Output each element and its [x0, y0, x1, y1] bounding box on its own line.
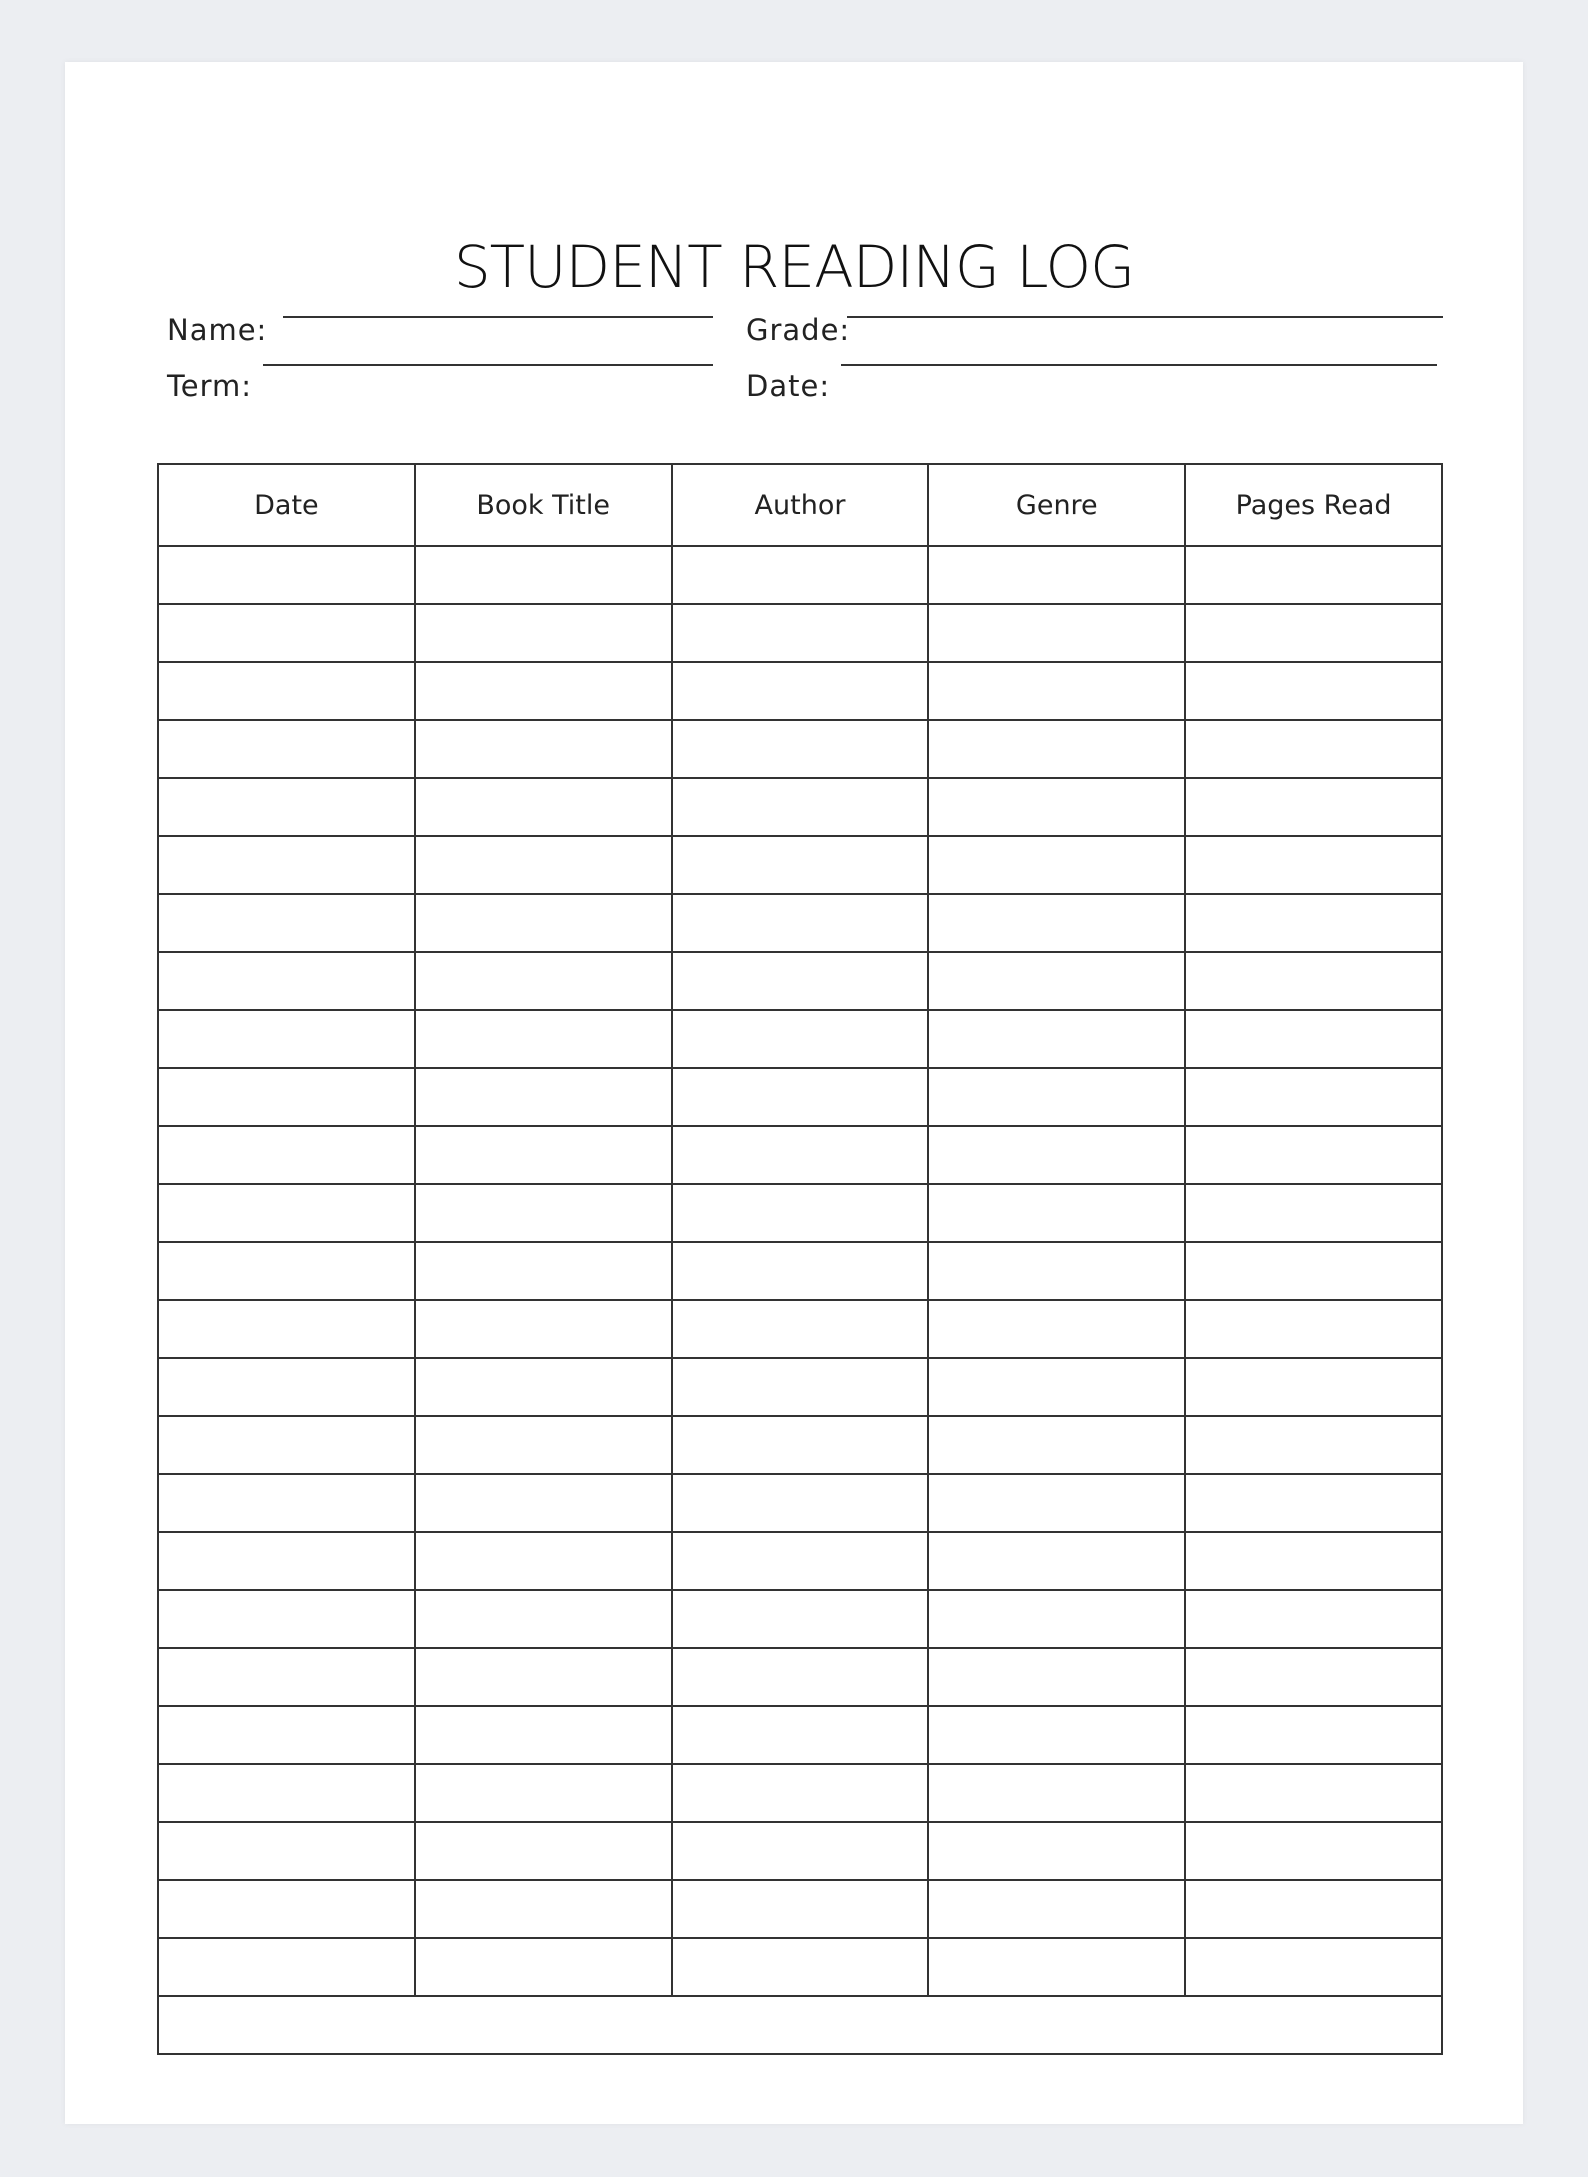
table-row — [158, 1590, 1442, 1648]
table-cell[interactable] — [415, 604, 672, 662]
table-cell[interactable] — [672, 836, 929, 894]
table-cell[interactable] — [1185, 1184, 1442, 1242]
table-cell[interactable] — [1185, 1764, 1442, 1822]
table-cell[interactable] — [672, 1068, 929, 1126]
table-cell[interactable] — [672, 604, 929, 662]
table-cell[interactable] — [158, 720, 415, 778]
table-cell[interactable] — [158, 952, 415, 1010]
table-cell[interactable] — [158, 1938, 415, 1996]
table-cell[interactable] — [1185, 1938, 1442, 1996]
page-title: STUDENT READING LOG — [453, 233, 1135, 301]
name-label: Name: — [167, 313, 268, 347]
table-cell[interactable] — [672, 1648, 929, 1706]
table-cell[interactable] — [1185, 1532, 1442, 1590]
table-cell[interactable] — [158, 1532, 415, 1590]
table-row — [158, 1068, 1442, 1126]
reading-log-table — [157, 463, 1443, 2055]
date-label: Date: — [746, 369, 831, 403]
table-cell[interactable] — [415, 1184, 672, 1242]
table-cell[interactable] — [672, 894, 929, 952]
table-cell[interactable] — [415, 1706, 672, 1764]
table-cell[interactable] — [672, 1706, 929, 1764]
table-cell[interactable] — [672, 662, 929, 720]
table-cell[interactable] — [158, 604, 415, 662]
term-label: Term: — [167, 369, 253, 403]
table-cell[interactable] — [1185, 1242, 1442, 1300]
worksheet-page — [65, 62, 1523, 2124]
table-cell[interactable] — [1185, 894, 1442, 952]
table-cell[interactable] — [672, 1764, 929, 1822]
table-row — [158, 546, 1442, 604]
table-cell[interactable] — [415, 546, 672, 604]
table-cell[interactable] — [158, 1764, 415, 1822]
table-cell[interactable] — [1185, 1358, 1442, 1416]
table-cell[interactable] — [158, 1706, 415, 1764]
table-cell[interactable] — [158, 1010, 415, 1068]
table-cell[interactable] — [1185, 836, 1442, 894]
table-cell[interactable] — [1185, 1300, 1442, 1358]
table-row — [158, 1416, 1442, 1474]
table-row — [158, 836, 1442, 894]
table-cell[interactable] — [415, 1416, 672, 1474]
table-cell[interactable] — [672, 1822, 929, 1880]
grade-input[interactable] — [847, 284, 1443, 318]
table-cell[interactable] — [1185, 1822, 1442, 1880]
table-cell[interactable] — [1185, 662, 1442, 720]
table-cell[interactable] — [158, 1242, 415, 1300]
table-cell[interactable] — [672, 1532, 929, 1590]
table-cell[interactable] — [158, 894, 415, 952]
table-cell[interactable] — [1185, 1010, 1442, 1068]
table-cell[interactable] — [672, 1010, 929, 1068]
table-cell[interactable] — [672, 1300, 929, 1358]
table-cell[interactable] — [928, 1938, 1185, 1996]
table-cell[interactable] — [928, 1532, 1185, 1590]
table-cell[interactable] — [672, 1126, 929, 1184]
table-cell[interactable] — [928, 604, 1185, 662]
column-header-book-title: Book Title — [415, 464, 672, 546]
table-cell[interactable] — [1185, 1126, 1442, 1184]
table-cell[interactable] — [1185, 1068, 1442, 1126]
table-row — [158, 952, 1442, 1010]
table-cell[interactable] — [672, 1184, 929, 1242]
table-cell[interactable] — [928, 1300, 1185, 1358]
table-cell[interactable] — [672, 720, 929, 778]
column-header-date: Date — [158, 464, 415, 546]
table-cell[interactable] — [415, 1532, 672, 1590]
table-row — [158, 1010, 1442, 1068]
table-cell[interactable] — [415, 1880, 672, 1938]
table-cell[interactable] — [1185, 720, 1442, 778]
table-cell[interactable] — [1185, 1706, 1442, 1764]
column-header-author: Author — [672, 464, 929, 546]
table-cell[interactable] — [672, 778, 929, 836]
table-cell[interactable] — [158, 1648, 415, 1706]
table-cell[interactable] — [1185, 1648, 1442, 1706]
table-cell[interactable] — [1185, 604, 1442, 662]
table-cell[interactable] — [928, 1474, 1185, 1532]
table-cell[interactable] — [672, 1590, 929, 1648]
table-cell[interactable] — [928, 1010, 1185, 1068]
table-row — [158, 662, 1442, 720]
table-cell[interactable] — [1185, 1416, 1442, 1474]
name-input[interactable] — [283, 284, 713, 318]
table-cell[interactable] — [415, 1938, 672, 1996]
table-cell[interactable] — [415, 1068, 672, 1126]
table-row — [158, 1300, 1442, 1358]
table-cell[interactable] — [158, 1068, 415, 1126]
table-cell[interactable] — [1185, 1590, 1442, 1648]
table-row — [158, 1358, 1442, 1416]
table-cell[interactable] — [158, 1126, 415, 1184]
table-cell[interactable] — [158, 1474, 415, 1532]
table-cell[interactable] — [928, 1706, 1185, 1764]
table-row — [158, 1474, 1442, 1532]
table-cell[interactable] — [415, 1648, 672, 1706]
table-cell[interactable] — [415, 1358, 672, 1416]
term-input[interactable] — [263, 332, 713, 366]
table-cell[interactable] — [672, 952, 929, 1010]
table-cell[interactable] — [158, 1184, 415, 1242]
table-cell[interactable] — [415, 894, 672, 952]
table-cell[interactable] — [928, 1880, 1185, 1938]
table-row — [158, 1938, 1442, 1996]
table-cell[interactable] — [1185, 546, 1442, 604]
table-cell[interactable] — [158, 1880, 415, 1938]
table-cell[interactable] — [672, 1416, 929, 1474]
table-cell[interactable] — [158, 1822, 415, 1880]
table-row — [158, 1706, 1442, 1764]
table-row — [158, 1532, 1442, 1590]
table-cell[interactable] — [158, 1300, 415, 1358]
table-row — [158, 1242, 1442, 1300]
table-cell[interactable] — [415, 720, 672, 778]
table-cell[interactable] — [415, 1126, 672, 1184]
table-cell[interactable] — [672, 1358, 929, 1416]
table-cell[interactable] — [672, 1474, 929, 1532]
table-cell[interactable] — [158, 1358, 415, 1416]
table-cell[interactable] — [1185, 1474, 1442, 1532]
table-cell[interactable] — [415, 1764, 672, 1822]
table-cell[interactable] — [415, 836, 672, 894]
date-input[interactable] — [841, 332, 1437, 366]
table-cell[interactable] — [415, 1474, 672, 1532]
table-row — [158, 1648, 1442, 1706]
table-cell[interactable] — [158, 662, 415, 720]
table-row — [158, 778, 1442, 836]
table-cell[interactable] — [672, 1938, 929, 1996]
table-row — [158, 1764, 1442, 1822]
column-header-pages-read: Pages Read — [1185, 464, 1442, 546]
table-cell[interactable] — [928, 1184, 1185, 1242]
table-cell[interactable] — [928, 1126, 1185, 1184]
table-cell[interactable] — [415, 1822, 672, 1880]
table-row — [158, 894, 1442, 952]
table-cell[interactable] — [928, 1068, 1185, 1126]
table-row — [158, 604, 1442, 662]
table-row — [158, 1184, 1442, 1242]
table-cell[interactable] — [1185, 778, 1442, 836]
table-row — [158, 1822, 1442, 1880]
table-cell[interactable] — [928, 1358, 1185, 1416]
table-cell[interactable] — [158, 1416, 415, 1474]
table-cell[interactable] — [1185, 952, 1442, 1010]
table-cell[interactable] — [928, 778, 1185, 836]
table-cell[interactable] — [158, 1590, 415, 1648]
grade-label: Grade: — [746, 313, 851, 347]
table-cell[interactable] — [415, 952, 672, 1010]
table-cell[interactable] — [158, 546, 415, 604]
table-cell[interactable] — [928, 720, 1185, 778]
table-cell[interactable] — [928, 836, 1185, 894]
table-cell[interactable] — [928, 546, 1185, 604]
table-cell[interactable] — [672, 546, 929, 604]
table-cell[interactable] — [415, 662, 672, 720]
table-cell[interactable] — [928, 1242, 1185, 1300]
table-row — [158, 1880, 1442, 1938]
table-footer-row — [158, 1996, 1442, 2054]
table-cell[interactable] — [928, 952, 1185, 1010]
table-cell[interactable] — [928, 1822, 1185, 1880]
table-row — [158, 1126, 1442, 1184]
table-footer-cell[interactable] — [158, 1996, 1442, 2054]
column-header-genre: Genre — [928, 464, 1185, 546]
table-cell[interactable] — [672, 1880, 929, 1938]
table-cell[interactable] — [1185, 1880, 1442, 1938]
table-cell[interactable] — [928, 1590, 1185, 1648]
table-cell[interactable] — [928, 1648, 1185, 1706]
table-cell[interactable] — [415, 1010, 672, 1068]
table-cell[interactable] — [928, 894, 1185, 952]
table-cell[interactable] — [928, 1416, 1185, 1474]
table-cell[interactable] — [415, 1242, 672, 1300]
table-cell[interactable] — [415, 1300, 672, 1358]
table-cell[interactable] — [928, 662, 1185, 720]
table-cell[interactable] — [672, 1242, 929, 1300]
table-body — [158, 546, 1442, 2054]
table-cell[interactable] — [415, 1590, 672, 1648]
table-cell[interactable] — [158, 778, 415, 836]
table-cell[interactable] — [928, 1764, 1185, 1822]
table-cell[interactable] — [158, 836, 415, 894]
table-row — [158, 720, 1442, 778]
header-row — [158, 464, 1442, 546]
table-cell[interactable] — [415, 778, 672, 836]
